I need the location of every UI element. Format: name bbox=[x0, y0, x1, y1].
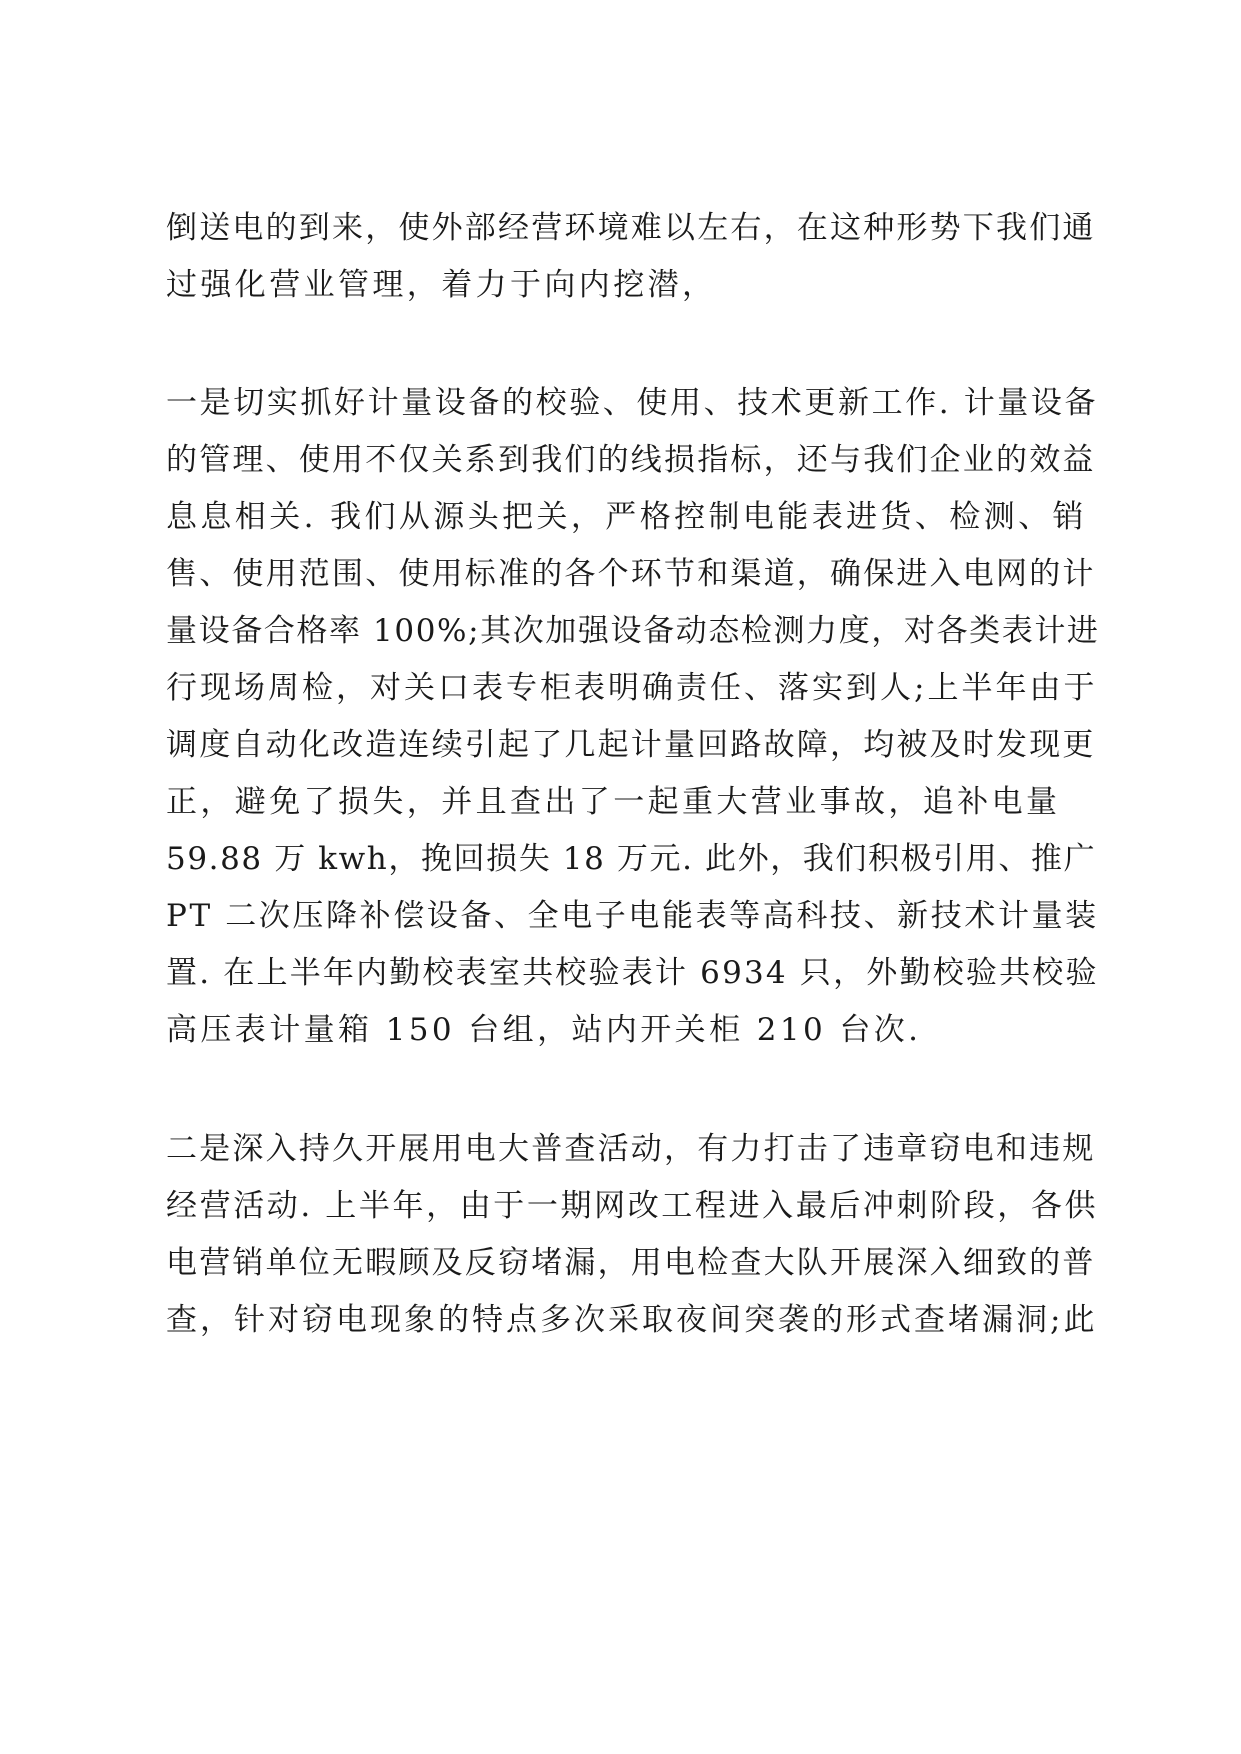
text-line: 正，避免了损失，并且查出了一起重大营业事故，追补电量 bbox=[166, 784, 1061, 820]
text-line: PT 二次压降补偿设备、全电子电能表等高科技、新技术计量装 bbox=[166, 898, 1099, 934]
text-line: 调度自动化改造连续引起了几起计量回路故障，均被及时发现更 bbox=[166, 727, 1096, 763]
text-line: 售、使用范围、使用标准的各个环节和渠道，确保进入电网的计 bbox=[166, 556, 1096, 592]
text-line: 过强化营业管理，着力于向内挖潜， bbox=[166, 267, 717, 303]
text-line: 倒送电的到来，使外部经营环境难以左右，在这种形势下我们通 bbox=[166, 210, 1096, 246]
text-line: 量设备合格率 100%;其次加强设备动态检测力度，对各类表计进 bbox=[166, 613, 1100, 649]
text-line: 电营销单位无暇顾及反窃堵漏，用电检查大队开展深入细致的普 bbox=[166, 1245, 1096, 1281]
text-line: 的管理、使用不仅关系到我们的线损指标，还与我们企业的效益 bbox=[166, 442, 1096, 478]
text-line: 59.88 万 kwh，挽回损失 18 万元. 此外，我们积极引用、推广 bbox=[166, 841, 1097, 877]
text-line: 行现场周检，对关口表专柜表明确责任、落实到人;上半年由于 bbox=[166, 670, 1098, 706]
text-line: 置. 在上半年内勤校表室共校验表计 6934 只，外勤校验共校验 bbox=[166, 955, 1099, 991]
text-line: 查，针对窃电现象的特点多次采取夜间突袭的形式查堵漏洞;此 bbox=[166, 1302, 1098, 1338]
text-line: 息息相关. 我们从源头把关，严格控制电能表进货、检测、销 bbox=[166, 499, 1087, 535]
text-line: 高压表计量箱 150 台组，站内开关柜 210 台次. bbox=[166, 1012, 922, 1048]
text-line: 二是深入持久开展用电大普查活动，有力打击了违章窃电和违规 bbox=[166, 1131, 1096, 1167]
text-line: 一是切实抓好计量设备的校验、使用、技术更新工作. 计量设备 bbox=[166, 385, 1099, 421]
text-line: 经营活动. 上半年，由于一期网改工程进入最后冲刺阶段，各供 bbox=[166, 1188, 1099, 1224]
